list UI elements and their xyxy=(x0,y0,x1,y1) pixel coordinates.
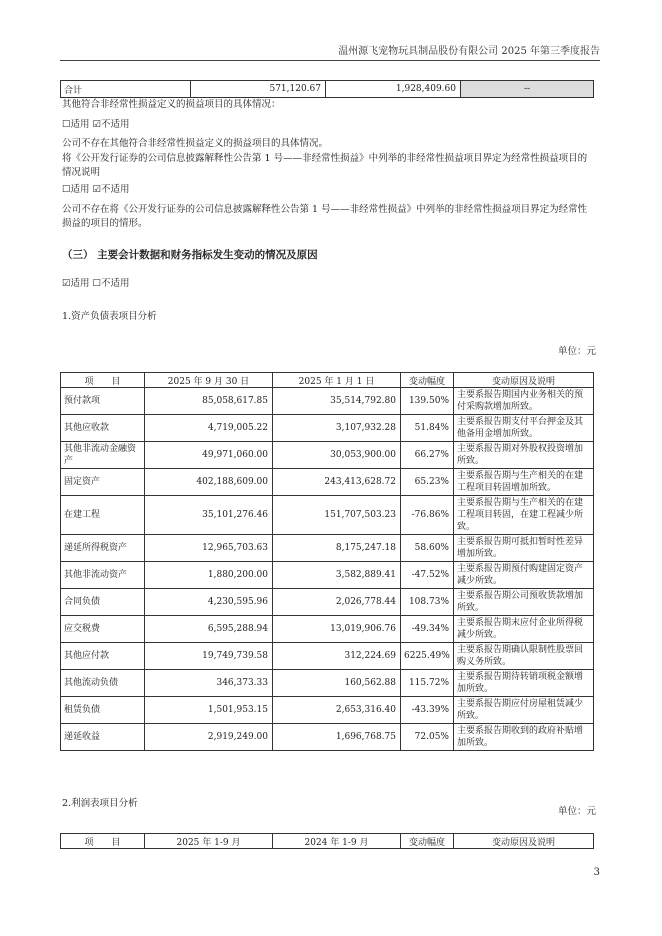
unit-label-1: 单位：元 xyxy=(557,346,596,357)
bs-cell-reason: 主要系报告期与生产相关的在建工程项目转固，在建工程减少所致。 xyxy=(454,496,594,535)
total-label: 合计 xyxy=(61,81,191,98)
bs-cell-2025-01-01: 3,582,889.41 xyxy=(273,562,401,589)
paragraph-no-reclassification: 公司不存在将《公开发行证券的公司信息披露解释性公告第 1 号——非经常性损益》中列举的非经常性损益项目界定为经常性损益的项目的情形。 xyxy=(62,204,588,229)
applicability-check-2: ☐适用 ☑不适用 xyxy=(62,184,130,195)
bs-cell-item: 租赁负债 xyxy=(61,697,145,724)
bs-cell-2025-09-30: 402,188,609.00 xyxy=(145,469,273,496)
bs-table-row xyxy=(61,670,594,697)
bs-cell-reason: 主要系报告期与生产相关的在建工程项目转固增加所致。 xyxy=(454,469,594,496)
bs-cell-2025-09-30: 35,101,276.46 xyxy=(145,496,273,535)
bs-table-row xyxy=(61,562,594,589)
bs-cell-change: -76.86% xyxy=(401,496,454,535)
bs-table-row xyxy=(61,535,594,562)
bs-cell-change: -49.34% xyxy=(401,616,454,643)
bs-cell-change: 51.84% xyxy=(401,415,454,442)
bs-cell-2025-01-01: 2,026,778.44 xyxy=(273,589,401,616)
total-value-1: 571,120.67 xyxy=(191,81,326,98)
income-statement-table xyxy=(60,833,594,849)
applicability-check-1: ☐适用 ☑不适用 xyxy=(62,119,130,130)
bs-cell-change: 6225.49% xyxy=(401,643,454,670)
pl-header-period1: 2025 年 1-9 月 xyxy=(145,834,273,849)
bs-cell-2025-01-01: 151,707,503.23 xyxy=(273,496,401,535)
subheading-income-statement: 2.利润表项目分析 xyxy=(62,798,138,809)
bs-cell-item: 其他非流动金融资产 xyxy=(61,442,145,469)
bs-cell-item: 其他非流动资产 xyxy=(61,562,145,589)
section-heading-3: （三） 主要会计数据和财务指标发生变动的情况及原因 xyxy=(62,249,318,261)
bs-header-item: 项 目 xyxy=(61,373,145,388)
bs-cell-reason: 主要系报告期末应付企业所得税减少所致。 xyxy=(454,616,594,643)
bs-cell-change: 72.05% xyxy=(401,724,454,751)
bs-table-row xyxy=(61,496,594,535)
bs-table-row xyxy=(61,643,594,670)
nonrecurring-total-table xyxy=(60,80,594,98)
bs-header-date1: 2025 年 9 月 30 日 xyxy=(145,373,273,388)
bs-header-change: 变动幅度 xyxy=(401,373,454,388)
bs-cell-change: -43.39% xyxy=(401,697,454,724)
bs-header-row xyxy=(61,373,594,388)
bs-cell-reason: 主要系报告期待转销项税金额增加所致。 xyxy=(454,670,594,697)
bs-cell-2025-09-30: 85,058,617.85 xyxy=(145,388,273,415)
bs-cell-item: 应交税费 xyxy=(61,616,145,643)
header-divider xyxy=(60,60,600,61)
bs-cell-2025-09-30: 19,749,739.58 xyxy=(145,643,273,670)
bs-table-row xyxy=(61,469,594,496)
bs-cell-2025-09-30: 12,965,703.63 xyxy=(145,535,273,562)
bs-cell-2025-01-01: 243,413,628.72 xyxy=(273,469,401,496)
bs-table-row xyxy=(61,388,594,415)
subheading-balance-sheet: 1.资产负债表项目分析 xyxy=(62,311,157,322)
bs-cell-2025-09-30: 346,373.33 xyxy=(145,670,273,697)
bs-cell-2025-09-30: 2,919,249.00 xyxy=(145,724,273,751)
bs-cell-2025-09-30: 49,971,060.00 xyxy=(145,442,273,469)
page-number: 3 xyxy=(593,867,600,878)
bs-cell-change: -47.52% xyxy=(401,562,454,589)
bs-cell-reason: 主要系报告期公司预收货款增加所致。 xyxy=(454,589,594,616)
bs-cell-change: 65.23% xyxy=(401,469,454,496)
total-value-2: 1,928,409.60 xyxy=(326,81,461,98)
bs-cell-item: 递延所得税资产 xyxy=(61,535,145,562)
bs-header-reason: 变动原因及说明 xyxy=(454,373,594,388)
bs-cell-item: 其他应收款 xyxy=(61,415,145,442)
bs-cell-item: 其他流动负债 xyxy=(61,670,145,697)
total-value-3: -- xyxy=(461,81,594,98)
paragraph-reclassification: 将《公开发行证券的公司信息披露解释性公告第 1 号——非经常性损益》中列举的非经常性损益项目界定为经常性损益项目的情况说明 xyxy=(62,153,588,178)
pl-header-period2: 2024 年 1-9 月 xyxy=(273,834,401,849)
bs-table-row xyxy=(61,589,594,616)
bs-cell-reason: 主要系报告期应付房屋租赁减少所致。 xyxy=(454,697,594,724)
bs-cell-2025-09-30: 4,230,595.96 xyxy=(145,589,273,616)
applicability-check-3: ☑适用 ☐不适用 xyxy=(62,278,130,289)
report-header-title: 温州源飞宠物玩具制品股份有限公司 2025 年第三季度报告 xyxy=(338,46,600,57)
bs-cell-2025-09-30: 1,501,953.15 xyxy=(145,697,273,724)
bs-cell-2025-09-30: 4,719,005.22 xyxy=(145,415,273,442)
bs-table-row xyxy=(61,724,594,751)
bs-cell-2025-01-01: 8,175,247.18 xyxy=(273,535,401,562)
bs-cell-item: 递延收益 xyxy=(61,724,145,751)
pl-header-item: 项 目 xyxy=(61,834,145,849)
bs-table-row xyxy=(61,442,594,469)
bs-cell-reason: 主要系报告期收到的政府补贴增加所致。 xyxy=(454,724,594,751)
bs-cell-reason: 主要系报告期国内业务相关的预付采购款增加所致。 xyxy=(454,388,594,415)
bs-cell-item: 合同负债 xyxy=(61,589,145,616)
bs-cell-2025-01-01: 160,562.88 xyxy=(273,670,401,697)
balance-sheet-table xyxy=(60,372,594,751)
pl-header-reason: 变动原因及说明 xyxy=(454,834,594,849)
bs-cell-reason: 主要系报告期确认限制性股票回购义务所致。 xyxy=(454,643,594,670)
bs-table-row xyxy=(61,616,594,643)
bs-cell-2025-09-30: 1,880,200.00 xyxy=(145,562,273,589)
bs-cell-2025-01-01: 13,019,906.76 xyxy=(273,616,401,643)
bs-cell-change: 115.72% xyxy=(401,670,454,697)
bs-table-row xyxy=(61,415,594,442)
total-row xyxy=(61,81,594,98)
bs-table-row xyxy=(61,697,594,724)
bs-cell-2025-01-01: 35,514,792.80 xyxy=(273,388,401,415)
pl-header-change: 变动幅度 xyxy=(401,834,454,849)
bs-cell-2025-01-01: 2,653,316.40 xyxy=(273,697,401,724)
bs-cell-change: 139.50% xyxy=(401,388,454,415)
unit-label-2: 单位：元 xyxy=(557,806,596,817)
bs-cell-change: 66.27% xyxy=(401,442,454,469)
paragraph-other-items: 其他符合非经常性损益定义的损益项目的具体情况： xyxy=(62,99,281,110)
bs-cell-item: 其他应付款 xyxy=(61,643,145,670)
bs-header-date2: 2025 年 1 月 1 日 xyxy=(273,373,401,388)
bs-cell-2025-01-01: 3,107,932.28 xyxy=(273,415,401,442)
bs-cell-change: 108.73% xyxy=(401,589,454,616)
bs-cell-2025-01-01: 1,696,768.75 xyxy=(273,724,401,751)
bs-cell-reason: 主要系报告期支付平台押金及其他备用金增加所致。 xyxy=(454,415,594,442)
bs-cell-reason: 主要系报告期可抵扣暂时性差异增加所致。 xyxy=(454,535,594,562)
bs-cell-2025-09-30: 6,595,288.94 xyxy=(145,616,273,643)
bs-cell-reason: 主要系报告期对外股权投资增加所致。 xyxy=(454,442,594,469)
bs-cell-2025-01-01: 312,224.69 xyxy=(273,643,401,670)
bs-cell-2025-01-01: 30,053,900.00 xyxy=(273,442,401,469)
paragraph-no-other-items: 公司不存在其他符合非经常性损益定义的损益项目的具体情况。 xyxy=(62,138,329,149)
bs-cell-reason: 主要系报告期预付购建固定资产减少所致。 xyxy=(454,562,594,589)
bs-cell-item: 固定资产 xyxy=(61,469,145,496)
bs-cell-change: 58.60% xyxy=(401,535,454,562)
bs-cell-item: 在建工程 xyxy=(61,496,145,535)
pl-header-row xyxy=(61,834,594,849)
bs-cell-item: 预付款项 xyxy=(61,388,145,415)
